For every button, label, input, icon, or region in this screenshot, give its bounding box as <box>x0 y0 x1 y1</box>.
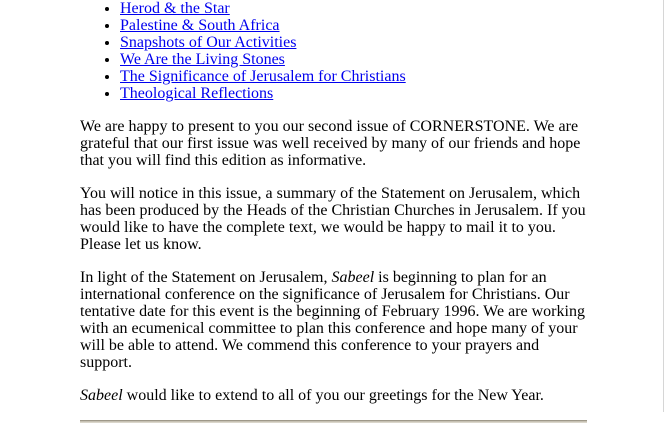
paragraph <box>80 118 595 169</box>
toc-item <box>120 34 595 51</box>
text-run: would like to extend to all of you our greetings for the New Year. <box>122 387 544 404</box>
paragraph <box>80 269 595 371</box>
toc-item <box>120 0 595 17</box>
toc-item <box>120 17 595 34</box>
text-run: You will notice in this issue, a summary of the Statement on Jerusalem, which has been produced by the Heads of the Christian Churches in Jerusalem. If you would like to have the complete text, we would be happy to mail it to you. Please let us know. <box>80 185 586 253</box>
text-run: is beginning to plan for an international conference on the significance of Jerusalem for Christians. Our tentative date for this event is the beginning of February 1996. We are working with an ecumenical committee to plan this conference and hope many of your will be able to attend. We commend this conference to your prayers and support. <box>80 269 585 371</box>
toc-link[interactable]: Theological Reflections <box>120 85 274 102</box>
paragraph <box>80 387 595 404</box>
toc-item <box>120 85 595 102</box>
toc-link[interactable]: Herod & the Star <box>120 0 230 17</box>
italic-text-run: Sabeel <box>331 269 375 286</box>
paragraph <box>80 185 595 253</box>
toc-link[interactable]: We Are the Living Stones <box>120 51 285 68</box>
article-body <box>80 118 595 404</box>
toc-link[interactable]: Palestine & South Africa <box>120 17 280 34</box>
toc-link[interactable]: Snapshots of Our Activities <box>120 34 297 51</box>
text-run: We are happy to present to you our second issue of CORNERSTONE. We are grateful that our first issue was well received by many of our friends and hope that you will find this edition as informative. <box>80 118 581 169</box>
toc-item <box>120 51 595 68</box>
viewport-edge-line <box>663 0 664 412</box>
toc-list <box>80 0 595 102</box>
toc-item <box>120 68 595 85</box>
toc-link[interactable]: The Significance of Jerusalem for Christians <box>120 68 406 85</box>
italic-text-run: Sabeel <box>80 387 123 404</box>
text-run: In light of the Statement on Jerusalem, <box>80 269 332 286</box>
document-content <box>80 0 595 423</box>
